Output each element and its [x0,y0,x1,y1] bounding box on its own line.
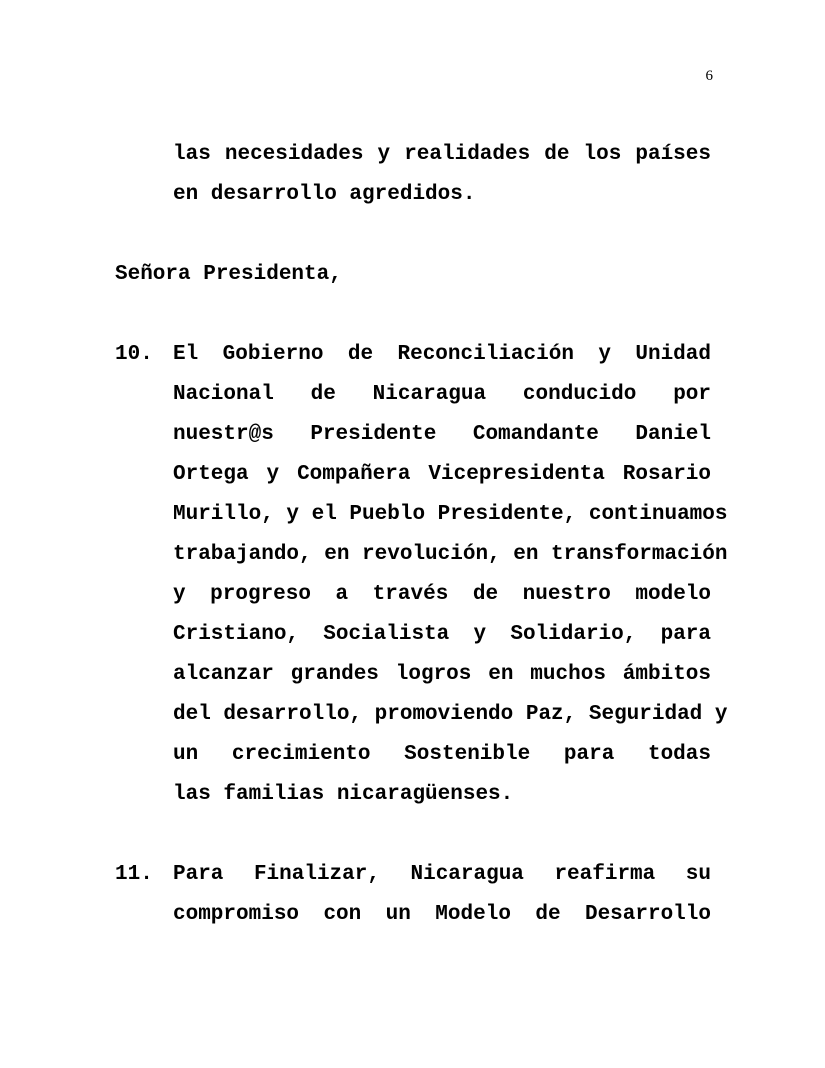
page-number: 6 [705,68,713,84]
paragraph-11-line-1: Para Finalizar, Nicaragua reafirma su [173,863,711,886]
paragraph-11-number: 11. [115,863,153,886]
paragraph-10-line-12: las familias nicaragüenses. [173,783,514,806]
continuation-line-2: en desarrollo agredidos. [173,183,476,206]
continuation-line-1: las necesidades y realidades de los países [173,143,711,166]
paragraph-10-line-5: Murillo, y el Pueblo Presidente, continuamos [173,503,728,526]
paragraph-10-line-6: trabajando, en revolución, en transformación [173,543,728,566]
paragraph-10-line-1: El Gobierno de Reconciliación y Unidad [173,343,711,366]
salutation: Señora Presidenta, [115,263,342,286]
paragraph-10-line-10: del desarrollo, promoviendo Paz, Seguridad y [173,703,728,726]
paragraph-10-line-4: Ortega y Compañera Vicepresidenta Rosario [173,463,711,486]
paragraph-11-line-2: compromiso con un Modelo de Desarrollo [173,903,711,926]
paragraph-10-line-9: alcanzar grandes logros en muchos ámbitos [173,663,711,686]
paragraph-10-line-2: Nacional de Nicaragua conducido por [173,383,711,406]
paragraph-10-line-8: Cristiano, Socialista y Solidario, para [173,623,711,646]
paragraph-10-line-7: y progreso a través de nuestro modelo [173,583,711,606]
paragraph-10-line-11: un crecimiento Sostenible para todas [173,743,711,766]
paragraph-10-number: 10. [115,343,153,366]
paragraph-10-line-3: nuestr@s Presidente Comandante Daniel [173,423,711,446]
